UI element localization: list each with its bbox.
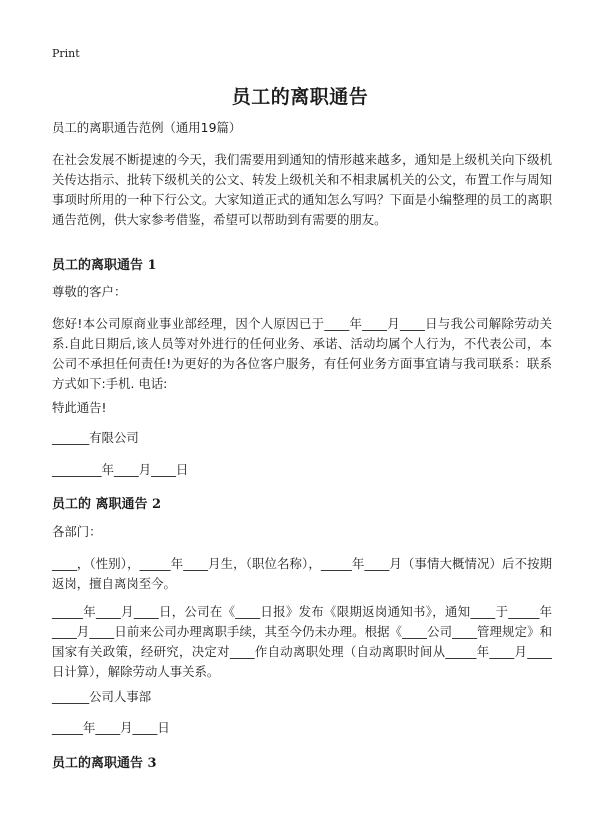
- section1-signature: ______有限公司: [52, 430, 139, 445]
- section-heading-3: 员工的离职通告 3: [52, 756, 157, 771]
- section1-closing: 特此通告!: [52, 400, 107, 415]
- section-heading-1: 员工的离职通告 1: [52, 258, 157, 273]
- section2-date: _____年____月____日: [52, 720, 170, 735]
- print-label: Print: [52, 47, 80, 60]
- intro-paragraph: 在社会发展不断提速的今天，我们需要用到通知的情形越来越多，通知是上级机关向下级机关传达指示、批转下级机关的公文、转发上级机关和不相隶属机关的公文，布置工作与周知事项时所用的一种下行公文。大家知道正式的通知怎么写吗？下面是小编整理的员工的离职通告范例，供大家参考借鉴，希望可以帮助到有需要的朋友。: [52, 152, 552, 227]
- section2-body1: ____，（性别），_____年____月生，（职位名称），_____年____月（事情大概情况）后不按期返岗，擅自离岗至今。: [52, 556, 552, 591]
- section2-signature: ______公司人事部: [52, 689, 152, 704]
- section2-body2: _____年____月____日，公司在《____日报》发布《限期返岗通知书》，通知____于_____年____月____日前来公司办理离职手续，其至今仍未办理。根据《____公司____管理规定》和国家有关政策，经研究，决定对____作自动离职处理（自动离职时间从_____年____月____日计算），解除劳动人事关系。: [52, 604, 552, 679]
- section-heading-2: 员工的 离职通告 2: [52, 497, 162, 512]
- section2-greeting: 各部门：: [52, 524, 102, 539]
- section1-date: ________年____月____日: [52, 462, 189, 477]
- doc-subtitle: 员工的离职通告范例（通用19篇）: [52, 120, 242, 135]
- section1-body: 您好!本公司原商业事业部经理，因个人原因已于____年____月____日与我公司解除劳动关系.自此日期后,该人员等对外进行的任何业务、承诺、活动均属个人行为，不代表公司，本公司不承担任何责任!为更好的为各位客户服务，有任何业务方面事宜请与我司联系：联系方式如下:手机. 电话:: [52, 316, 552, 391]
- page-title: 员工的离职通告: [231, 86, 369, 108]
- section1-greeting: 尊敬的客户：: [52, 284, 127, 299]
